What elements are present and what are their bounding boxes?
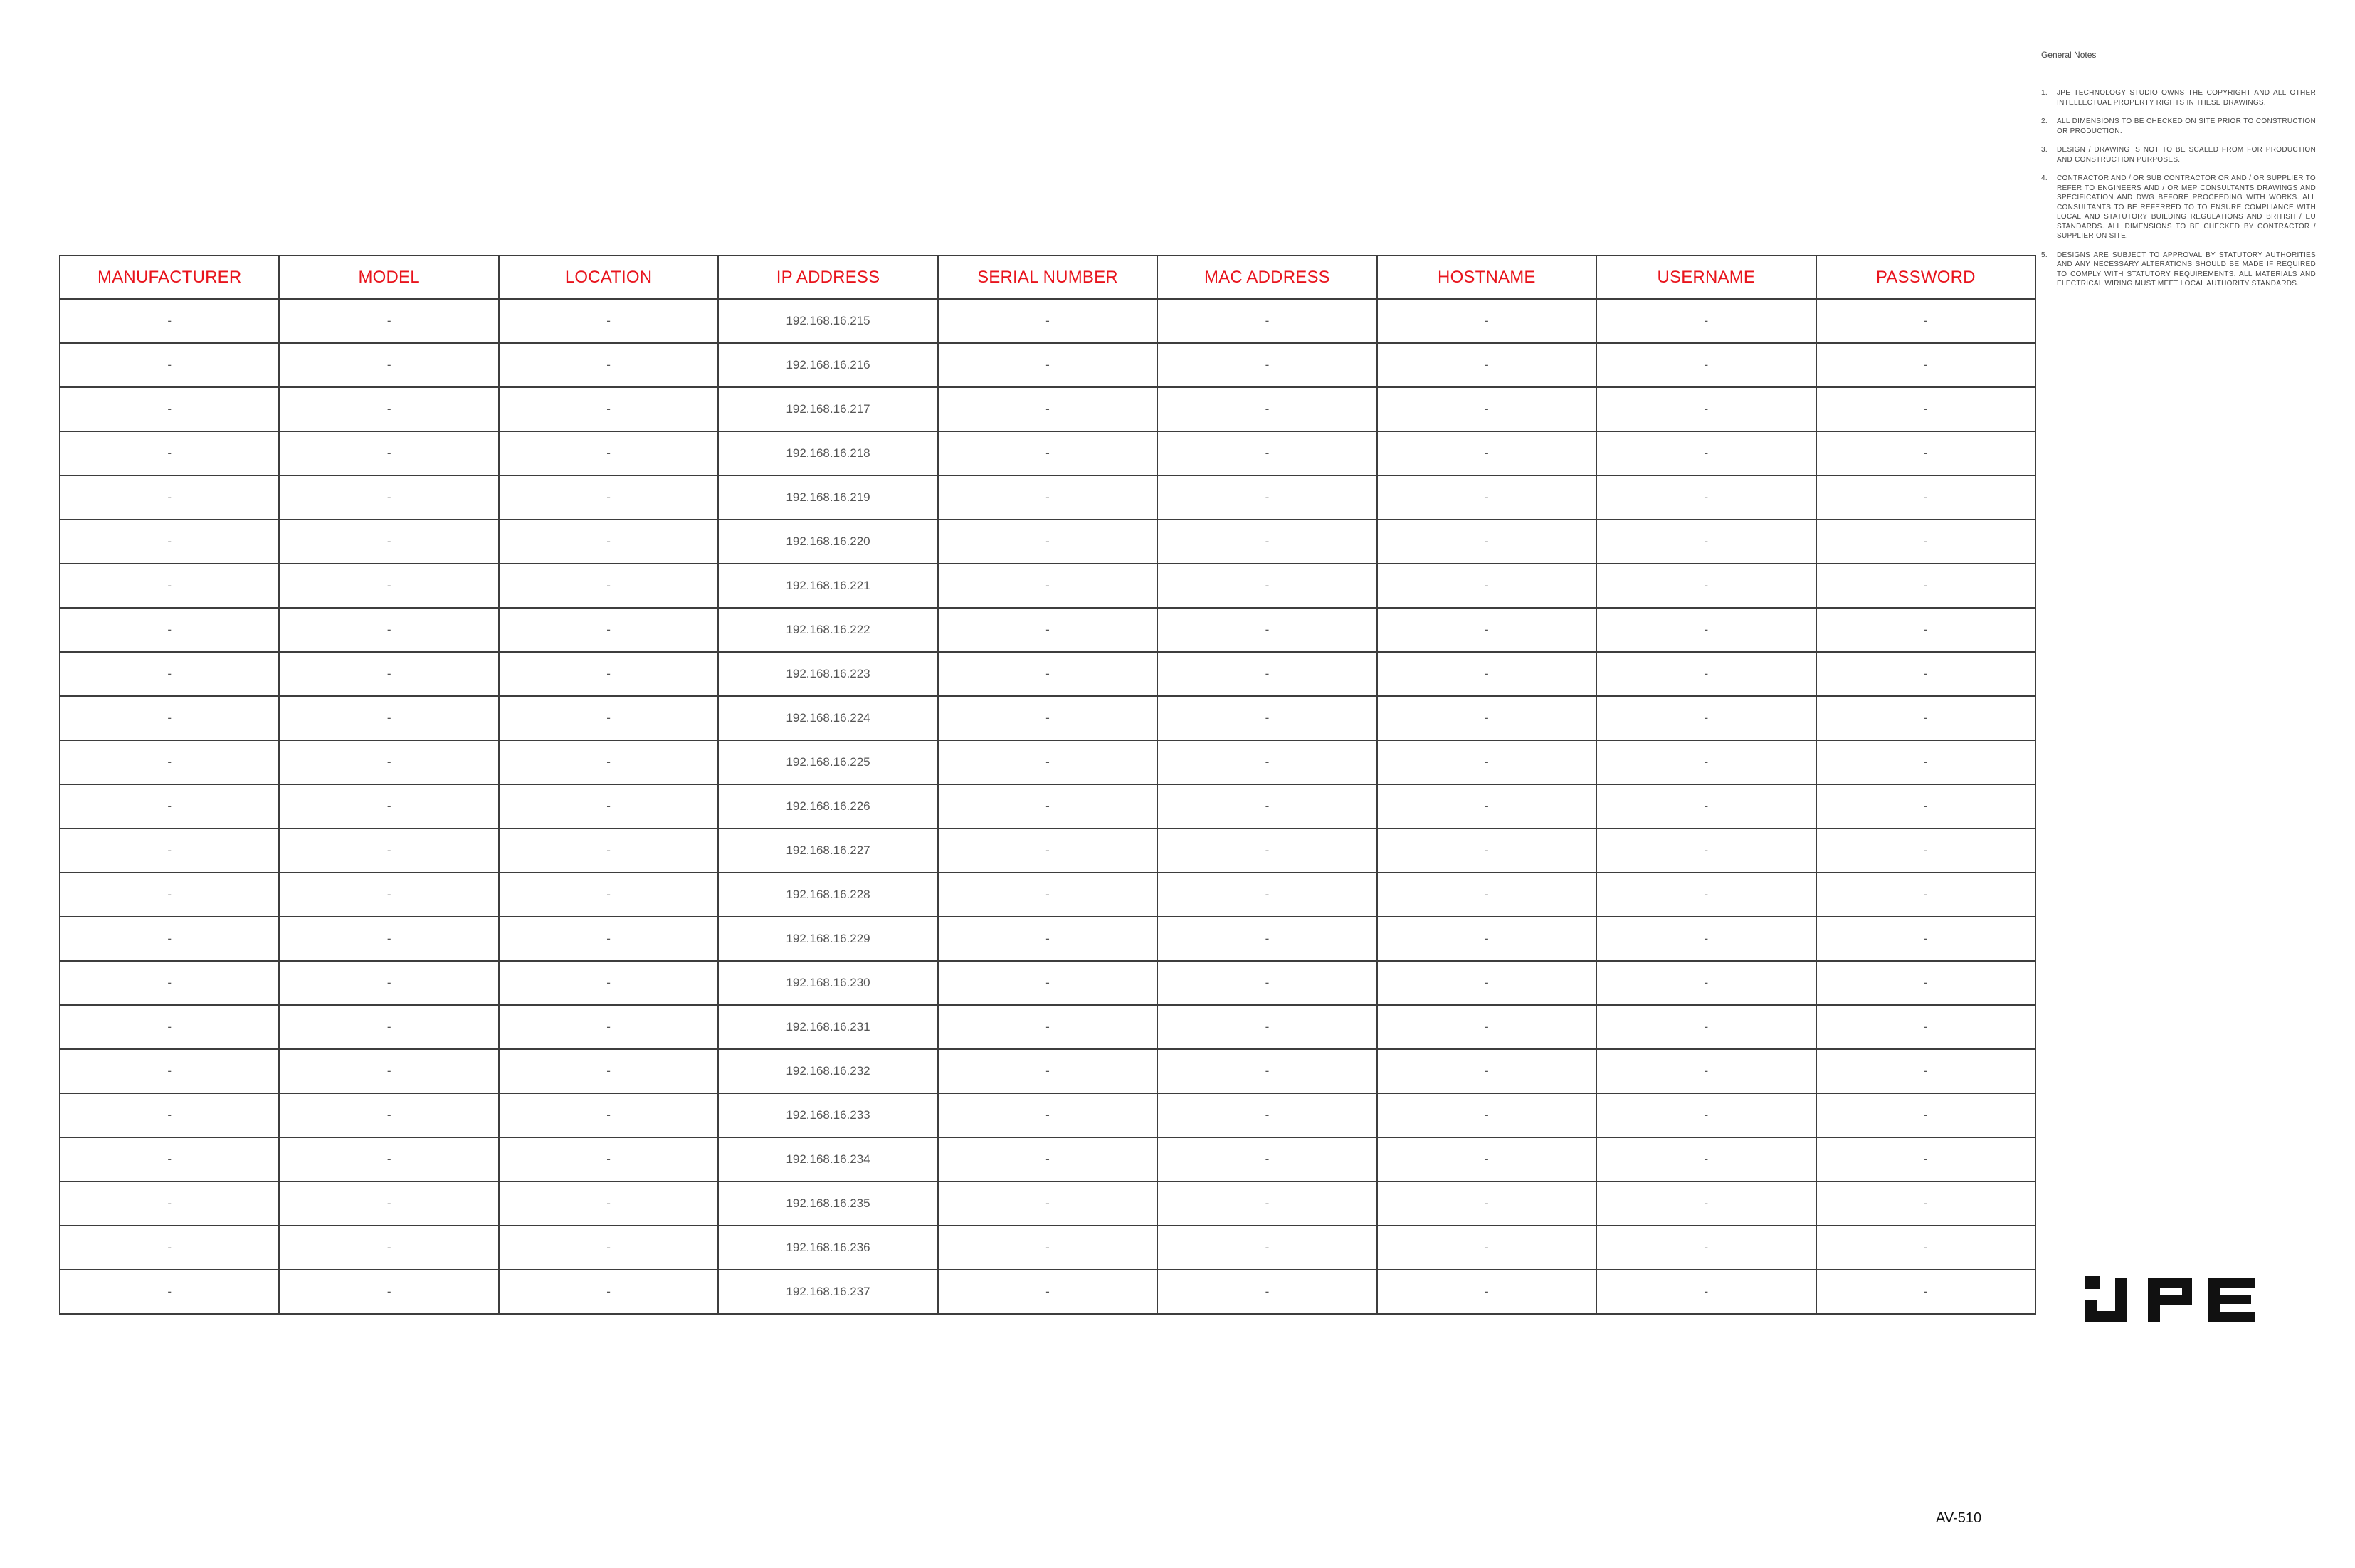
table-cell: - xyxy=(499,1093,718,1137)
table-cell: - xyxy=(1377,387,1596,431)
table-cell: - xyxy=(1157,873,1376,917)
table-cell: - xyxy=(1157,1270,1376,1314)
column-header-serial-number: SERIAL NUMBER xyxy=(938,256,1157,299)
device-schedule-table xyxy=(59,255,2036,1315)
table-row xyxy=(60,608,2035,652)
table-cell: - xyxy=(60,1093,279,1137)
table-cell: 192.168.16.231 xyxy=(718,1005,937,1049)
table-cell: - xyxy=(1377,564,1596,608)
table-cell: - xyxy=(499,608,718,652)
table-cell: - xyxy=(499,1137,718,1182)
table-cell: - xyxy=(1157,961,1376,1005)
table-cell: - xyxy=(1377,917,1596,961)
table-cell: - xyxy=(1816,873,2036,917)
table-cell: 192.168.16.223 xyxy=(718,652,937,696)
table-cell: - xyxy=(938,431,1157,475)
table-cell: - xyxy=(60,564,279,608)
table-cell: - xyxy=(1816,1270,2036,1314)
table-cell: - xyxy=(60,961,279,1005)
table-cell: - xyxy=(1157,1005,1376,1049)
table-cell: - xyxy=(1596,917,1816,961)
table-cell: - xyxy=(1377,828,1596,873)
table-cell: - xyxy=(1816,917,2036,961)
table-cell: - xyxy=(938,1093,1157,1137)
table-cell: - xyxy=(1596,828,1816,873)
table-cell: - xyxy=(499,740,718,784)
table-cell: - xyxy=(1157,784,1376,828)
table-cell: - xyxy=(1596,431,1816,475)
table-row xyxy=(60,652,2035,696)
general-notes xyxy=(2041,50,2316,298)
table-row xyxy=(60,1226,2035,1270)
table-cell: - xyxy=(499,431,718,475)
table-cell: - xyxy=(279,1182,498,1226)
table-cell: - xyxy=(938,917,1157,961)
table-cell: - xyxy=(279,828,498,873)
table-cell: - xyxy=(1377,1137,1596,1182)
table-cell: - xyxy=(1816,564,2036,608)
table-cell: - xyxy=(1157,917,1376,961)
table-cell: - xyxy=(1816,431,2036,475)
column-header-password: PASSWORD xyxy=(1816,256,2036,299)
table-cell: - xyxy=(1596,784,1816,828)
table-cell: - xyxy=(279,1005,498,1049)
table-cell: - xyxy=(1157,696,1376,740)
table-cell: - xyxy=(499,917,718,961)
table-cell: - xyxy=(279,387,498,431)
table-cell: 192.168.16.225 xyxy=(718,740,937,784)
table-cell: - xyxy=(1596,1049,1816,1093)
table-cell: 192.168.16.219 xyxy=(718,475,937,520)
table-cell: - xyxy=(1596,652,1816,696)
notes-list xyxy=(2041,88,2316,289)
table-cell: - xyxy=(60,1005,279,1049)
table-cell: - xyxy=(1596,299,1816,343)
table-cell: - xyxy=(1596,873,1816,917)
table-cell: - xyxy=(1377,652,1596,696)
column-header-ip-address: IP ADDRESS xyxy=(718,256,937,299)
table-cell: 192.168.16.230 xyxy=(718,961,937,1005)
table-cell: 192.168.16.235 xyxy=(718,1182,937,1226)
table-cell: - xyxy=(60,343,279,387)
table-cell: - xyxy=(60,475,279,520)
table-row xyxy=(60,784,2035,828)
table-row xyxy=(60,1137,2035,1182)
table-cell: - xyxy=(279,961,498,1005)
table-cell: - xyxy=(1596,1005,1816,1049)
table-cell: - xyxy=(938,475,1157,520)
table-cell: - xyxy=(279,784,498,828)
table-cell: - xyxy=(1596,696,1816,740)
table-cell: - xyxy=(938,1270,1157,1314)
sheet-number: AV-510 xyxy=(1936,1510,1982,1526)
table-cell: - xyxy=(60,387,279,431)
table-cell: - xyxy=(1377,343,1596,387)
note-text: DESIGNS ARE SUBJECT TO APPROVAL BY STATUTORY AUTHORITIES AND ANY NECESSARY ALTERATIONS SHOULD BE MADE IF REQUIRED TO COMPLY WITH STATUTORY REQUIREMENTS. ALL MATERIALS AND ELECTRICAL WIRING MUST MEET LOCAL AUTHORITY STANDARDS. xyxy=(2057,251,2316,288)
table-cell: - xyxy=(279,1270,498,1314)
table-cell: - xyxy=(938,608,1157,652)
note-number: 2. xyxy=(2041,117,2048,125)
table-cell: - xyxy=(1816,784,2036,828)
table-cell: - xyxy=(60,784,279,828)
table-cell: - xyxy=(938,828,1157,873)
table-body xyxy=(60,299,2035,1314)
note-text: DESIGN / DRAWING IS NOT TO BE SCALED FROM FOR PRODUCTION AND CONSTRUCTION PURPOSES. xyxy=(2057,146,2316,164)
table-cell: - xyxy=(499,564,718,608)
table-row xyxy=(60,1270,2035,1314)
table-cell: - xyxy=(1816,1093,2036,1137)
table-cell: - xyxy=(1816,343,2036,387)
table-cell: - xyxy=(279,1226,498,1270)
note-item xyxy=(2041,88,2316,107)
table-cell: - xyxy=(1377,1093,1596,1137)
table-cell: - xyxy=(279,608,498,652)
table-cell: - xyxy=(1377,431,1596,475)
column-header-location: LOCATION xyxy=(499,256,718,299)
table-cell: - xyxy=(1596,520,1816,564)
table-cell: - xyxy=(1377,1005,1596,1049)
table-row xyxy=(60,917,2035,961)
note-number: 5. xyxy=(2041,251,2048,259)
table-cell: - xyxy=(938,696,1157,740)
table-cell: - xyxy=(279,1093,498,1137)
note-item xyxy=(2041,117,2316,136)
table-cell: - xyxy=(1816,608,2036,652)
table-cell: - xyxy=(1157,299,1376,343)
table-cell: - xyxy=(1377,1270,1596,1314)
note-number: 3. xyxy=(2041,146,2048,154)
table-cell: - xyxy=(1596,343,1816,387)
table-cell: - xyxy=(60,740,279,784)
table-cell: 192.168.16.227 xyxy=(718,828,937,873)
table-cell: 192.168.16.221 xyxy=(718,564,937,608)
table-cell: - xyxy=(279,652,498,696)
table-cell: - xyxy=(1596,564,1816,608)
note-text: CONTRACTOR AND / OR SUB CONTRACTOR OR AND / OR SUPPLIER TO REFER TO ENGINEERS AND / OR MEP CONSULTANTS DRAWINGS AND SPECIFICATION AND DWG BEFORE PROCEEDING WITH WORKS. ALL CONSULTANTS TO BE REFERRED TO TO ENSURE COMPLIANCE WITH LOCAL AND STATUTORY BUILDING REGULATIONS AND BRITISH / EU STANDARDS. ALL DIMENSIONS TO BE CHECKED BY CONTRACTOR / SUPPLIER ON SITE. xyxy=(2057,174,2316,240)
table-cell: - xyxy=(279,696,498,740)
table-cell: - xyxy=(1596,1137,1816,1182)
table-cell: - xyxy=(1157,1137,1376,1182)
table-cell: - xyxy=(499,520,718,564)
table-row xyxy=(60,873,2035,917)
table-cell: - xyxy=(499,873,718,917)
table-cell: - xyxy=(938,564,1157,608)
table-cell: - xyxy=(60,652,279,696)
table-cell: - xyxy=(1157,828,1376,873)
table-row xyxy=(60,740,2035,784)
table-cell: 192.168.16.217 xyxy=(718,387,937,431)
table-cell: - xyxy=(1816,299,2036,343)
table-cell: - xyxy=(60,696,279,740)
table-cell: - xyxy=(938,1182,1157,1226)
table-cell: - xyxy=(60,1226,279,1270)
table-cell: - xyxy=(279,431,498,475)
table-row xyxy=(60,1182,2035,1226)
table-cell: 192.168.16.229 xyxy=(718,917,937,961)
table-cell: - xyxy=(1157,520,1376,564)
table-cell: - xyxy=(1816,961,2036,1005)
table-cell: - xyxy=(60,828,279,873)
table-row xyxy=(60,1049,2035,1093)
table-cell: - xyxy=(938,1226,1157,1270)
table-cell: - xyxy=(938,387,1157,431)
table-cell: - xyxy=(499,961,718,1005)
table-cell: - xyxy=(1157,652,1376,696)
table-cell: 192.168.16.218 xyxy=(718,431,937,475)
table-cell: - xyxy=(1596,1270,1816,1314)
note-number: 1. xyxy=(2041,89,2048,97)
table-row xyxy=(60,343,2035,387)
table-cell: - xyxy=(1377,1226,1596,1270)
table-cell: - xyxy=(279,917,498,961)
table-cell: - xyxy=(1157,1182,1376,1226)
table-cell: - xyxy=(1157,740,1376,784)
table-cell: 192.168.16.224 xyxy=(718,696,937,740)
table-cell: - xyxy=(499,387,718,431)
table-cell: - xyxy=(1157,608,1376,652)
table-row xyxy=(60,387,2035,431)
column-header-model: MODEL xyxy=(279,256,498,299)
header-row xyxy=(60,256,2035,299)
table-cell: - xyxy=(1596,1093,1816,1137)
table-cell: - xyxy=(60,1270,279,1314)
table-cell: 192.168.16.220 xyxy=(718,520,937,564)
table-cell: - xyxy=(1816,520,2036,564)
table-cell: - xyxy=(1816,696,2036,740)
table-cell: - xyxy=(1816,1005,2036,1049)
table-cell: - xyxy=(279,343,498,387)
table-cell: - xyxy=(938,873,1157,917)
table-row xyxy=(60,1005,2035,1049)
note-item xyxy=(2041,251,2316,289)
table-cell: - xyxy=(938,343,1157,387)
table-cell: - xyxy=(1596,387,1816,431)
table-cell: - xyxy=(499,784,718,828)
table-cell: - xyxy=(1377,784,1596,828)
table-cell: 192.168.16.226 xyxy=(718,784,937,828)
table-cell: - xyxy=(938,1005,1157,1049)
table-cell: - xyxy=(1157,475,1376,520)
table-row xyxy=(60,696,2035,740)
table-cell: - xyxy=(1816,740,2036,784)
table-row xyxy=(60,431,2035,475)
table-cell: - xyxy=(499,475,718,520)
table-cell: - xyxy=(1377,696,1596,740)
table-cell: - xyxy=(1816,1226,2036,1270)
table-cell: - xyxy=(1596,475,1816,520)
table-cell: 192.168.16.236 xyxy=(718,1226,937,1270)
table-cell: - xyxy=(1596,608,1816,652)
table-cell: - xyxy=(1816,475,2036,520)
table-cell: - xyxy=(1377,961,1596,1005)
table-row xyxy=(60,475,2035,520)
table-cell: - xyxy=(938,299,1157,343)
table-cell: - xyxy=(279,520,498,564)
table-cell: - xyxy=(1157,343,1376,387)
table-cell: - xyxy=(60,917,279,961)
table-cell: - xyxy=(279,564,498,608)
table-cell: - xyxy=(279,873,498,917)
table-row xyxy=(60,961,2035,1005)
table-cell: - xyxy=(1596,1226,1816,1270)
note-item xyxy=(2041,145,2316,164)
table-cell: - xyxy=(499,1182,718,1226)
table-cell: - xyxy=(60,873,279,917)
table-cell: - xyxy=(60,1137,279,1182)
table-cell: - xyxy=(60,431,279,475)
table-cell: - xyxy=(1377,520,1596,564)
table-cell: - xyxy=(1816,387,2036,431)
table-cell: - xyxy=(1157,1226,1376,1270)
table-cell: - xyxy=(938,520,1157,564)
table-cell: - xyxy=(60,299,279,343)
table-cell: - xyxy=(499,1226,718,1270)
column-header-hostname: HOSTNAME xyxy=(1377,256,1596,299)
table-cell: - xyxy=(499,1005,718,1049)
table-cell: - xyxy=(499,652,718,696)
table-row xyxy=(60,520,2035,564)
table-cell: - xyxy=(938,961,1157,1005)
table-cell: - xyxy=(279,299,498,343)
note-item xyxy=(2041,174,2316,241)
table-cell: - xyxy=(1816,828,2036,873)
table-cell: 192.168.16.237 xyxy=(718,1270,937,1314)
table-cell: - xyxy=(938,1049,1157,1093)
table-cell: - xyxy=(60,1049,279,1093)
table-cell: - xyxy=(279,740,498,784)
note-text: JPE TECHNOLOGY STUDIO OWNS THE COPYRIGHT AND ALL OTHER INTELLECTUAL PROPERTY RIGHTS IN THESE DRAWINGS. xyxy=(2057,89,2316,107)
table-cell: - xyxy=(499,343,718,387)
table-cell: - xyxy=(1377,873,1596,917)
table-cell: - xyxy=(499,1049,718,1093)
table-cell: - xyxy=(938,740,1157,784)
table-cell: - xyxy=(1157,1093,1376,1137)
table-cell: - xyxy=(1377,1049,1596,1093)
table-cell: - xyxy=(279,1137,498,1182)
note-text: ALL DIMENSIONS TO BE CHECKED ON SITE PRIOR TO CONSTRUCTION OR PRODUCTION. xyxy=(2057,117,2316,135)
table-cell: - xyxy=(499,828,718,873)
table-cell: 192.168.16.222 xyxy=(718,608,937,652)
table-cell: - xyxy=(1157,1049,1376,1093)
table-cell: - xyxy=(1377,1182,1596,1226)
table-cell: - xyxy=(499,1270,718,1314)
table-cell: 192.168.16.232 xyxy=(718,1049,937,1093)
table-row xyxy=(60,564,2035,608)
table-cell: - xyxy=(1157,564,1376,608)
column-header-username: USERNAME xyxy=(1596,256,1816,299)
table-cell: - xyxy=(60,1182,279,1226)
table-cell: - xyxy=(1377,608,1596,652)
table-cell: - xyxy=(1377,299,1596,343)
table-cell: 192.168.16.233 xyxy=(718,1093,937,1137)
table-cell: - xyxy=(1816,1049,2036,1093)
table-cell: - xyxy=(1377,740,1596,784)
table-cell: - xyxy=(1816,1137,2036,1182)
table-cell: 192.168.16.228 xyxy=(718,873,937,917)
table-cell: - xyxy=(60,608,279,652)
table-cell: - xyxy=(938,652,1157,696)
table-cell: - xyxy=(499,299,718,343)
table-cell: - xyxy=(1157,431,1376,475)
note-number: 4. xyxy=(2041,174,2048,182)
table-cell: - xyxy=(1596,1182,1816,1226)
table-cell: - xyxy=(1596,740,1816,784)
table-cell: - xyxy=(938,1137,1157,1182)
table-cell: - xyxy=(1816,652,2036,696)
notes-title: General Notes xyxy=(2041,50,2097,60)
table-cell: - xyxy=(279,1049,498,1093)
table-cell: - xyxy=(938,784,1157,828)
jpe-logo-icon xyxy=(2085,1276,2256,1323)
table-cell: - xyxy=(60,520,279,564)
table-cell: - xyxy=(1596,961,1816,1005)
table-row xyxy=(60,1093,2035,1137)
table-row xyxy=(60,299,2035,343)
table-row xyxy=(60,828,2035,873)
column-header-manufacturer: MANUFACTURER xyxy=(60,256,279,299)
table-cell: 192.168.16.234 xyxy=(718,1137,937,1182)
table-cell: - xyxy=(1816,1182,2036,1226)
table-cell: 192.168.16.216 xyxy=(718,343,937,387)
table-cell: - xyxy=(1377,475,1596,520)
table-cell: - xyxy=(499,696,718,740)
table-cell: - xyxy=(1157,387,1376,431)
column-header-mac-address: MAC ADDRESS xyxy=(1157,256,1376,299)
table-cell: 192.168.16.215 xyxy=(718,299,937,343)
table-cell: - xyxy=(279,475,498,520)
